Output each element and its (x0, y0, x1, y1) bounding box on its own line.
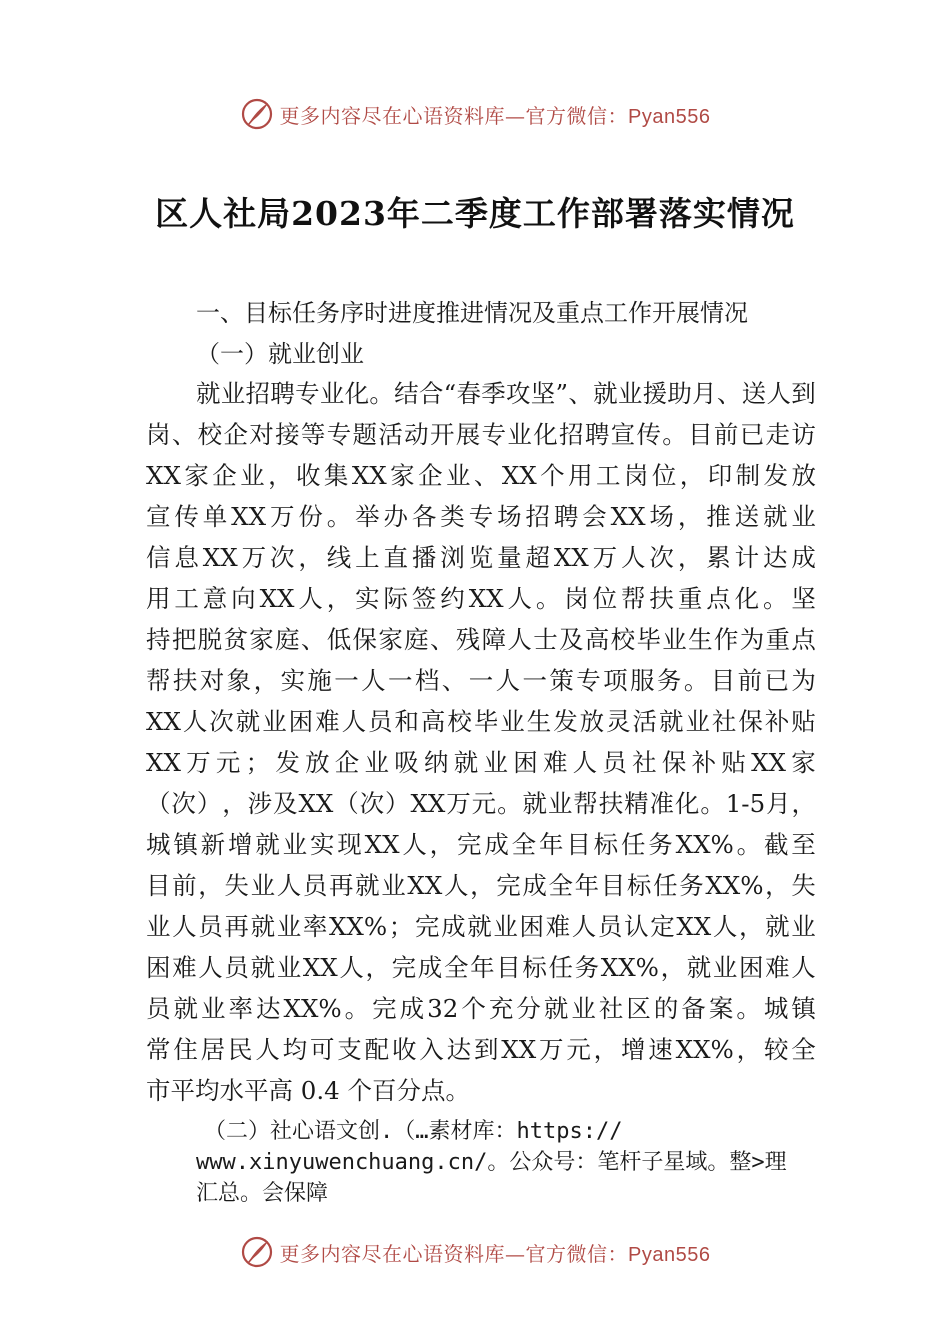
paragraph-line: 员 就 业 率 达 XX% 。 完 成 32 个 充 分 就 业 社 区 的 备 案 。 城 镇 (146, 994, 816, 1023)
paragraph-line: 宣 传 单 XX 万 份 。 举 办 各 类 专 场 招 聘 会 XX 场 ， 推 送 就 业 (146, 502, 816, 531)
watermark-text: 更多内容尽在心语资料库—官方微信：Pyan556 (279, 1241, 711, 1266)
wechat-id: Pyan556 (628, 1243, 711, 1266)
paragraph-line: XX 人 次 就 业 困 难 人 员 和 高 校 毕 业 生 发 放 灵 活 就 业 社 保 补 贴 (146, 707, 816, 736)
paragraph-line: 城 镇 新 增 就 业 实 现 XX 人 ， 完 成 全 年 目 标 任 务 XX% 。 截 至 (146, 830, 816, 859)
watermark-text: 更多内容尽在心语资料库—官方微信：Pyan556 (279, 103, 711, 128)
header-watermark-banner (0, 94, 950, 134)
feather-pen-logo-icon (240, 1235, 274, 1269)
paragraph-line: 岗 、 校 企 对 接 等 专 题 活 动 开 展 专 业 化 招 聘 宣 传 。 目 前 已 走 访 (146, 420, 816, 449)
paragraph-line: 困 难 人 员 就 业 XX 人 ， 完 成 全 年 目 标 任 务 XX% ， 就 业 困 难 人 (146, 953, 816, 982)
subsection-2-line: （二）社心语文创.（…素材库：https:// (204, 1119, 623, 1144)
paragraph-line: 信 息 XX 万 次 ， 线 上 直 播 浏 览 量 超 XX 万 人 次 ， 累 计 达 成 (146, 543, 816, 572)
subsection-heading: （一）就业创业 (196, 340, 364, 368)
paragraph-line: （ 次 ） ， 涉 及 XX （ 次 ） XX 万 元 。 就 业 帮 扶 精 准 化 。 1-5 月 ， (146, 789, 816, 818)
paragraph-line: 用 工 意 向 XX 人 ， 实 际 签 约 XX 人 。 岗 位 帮 扶 重 点 化 。 坚 (146, 584, 816, 613)
paragraph-line: 持 把 脱 贫 家 庭 、 低 保 家 庭 、 残 障 人 士 及 高 校 毕 业 生 作 为 重 点 (146, 625, 816, 654)
paragraph-line: 帮 扶 对 象 ， 实 施 一 人 一 档 、 一 人 一 策 专 项 服 务 。 目 前 已 为 (146, 666, 816, 695)
subsection-2-text (196, 1116, 787, 1209)
feather-pen-logo-icon (240, 97, 274, 131)
footer-watermark-banner (0, 1232, 950, 1272)
section-heading: 一、目标任务序时进度推进情况及重点工作开展情况 (196, 299, 748, 327)
paragraph-line: 业 人 员 再 就 业 率 XX% ； 完 成 就 业 困 难 人 员 认 定 XX 人 ， 就 业 (146, 912, 816, 941)
document-title: 区人社局2023年二季度工作部署落实情况 (155, 194, 795, 233)
body-paragraph (146, 373, 816, 1111)
subsection-2-line: 汇总。会保障 (196, 1181, 329, 1206)
paragraph-line: XX 万 元 ； 发 放 企 业 吸 纳 就 业 困 难 人 员 社 保 补 贴 XX 家 (146, 748, 816, 777)
paragraph-line: 市平均水平高 0.4 个百分点。 (146, 1076, 471, 1105)
paragraph-line: 就 业 招 聘 专 业 化 。 结 合 “ 春 季 攻 坚 ” 、 就 业 援 助 月 、 送 人 到 (196, 379, 816, 408)
paragraph-line: XX 家 企 业 ， 收 集 XX 家 企 业 、 XX 个 用 工 岗 位 ， 印 制 发 放 (146, 461, 816, 490)
paragraph-line: 常 住 居 民 人 均 可 支 配 收 入 达 到 XX 万 元 ， 增 速 XX% ， 较 全 (146, 1035, 816, 1064)
paragraph-line: 目 前 ， 失 业 人 员 再 就 业 XX 人 ， 完 成 全 年 目 标 任 务 XX% ， 失 (146, 871, 816, 900)
wechat-id: Pyan556 (628, 105, 711, 128)
subsection-2-line: www.xinyuwenchuang.cn/。公众号：笔杆子星域。整>理 (196, 1150, 787, 1175)
